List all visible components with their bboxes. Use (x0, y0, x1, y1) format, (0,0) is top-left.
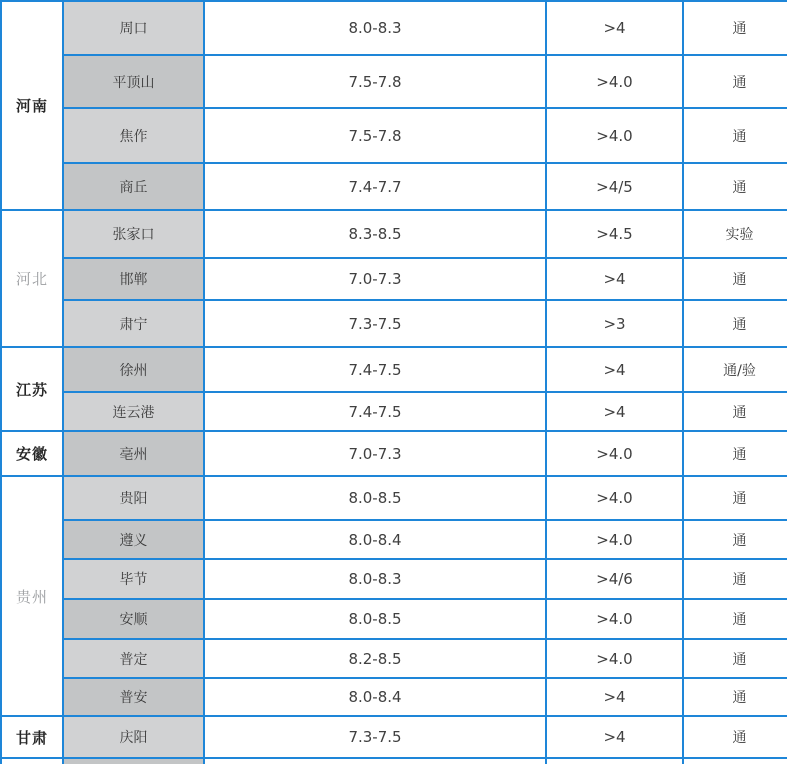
city-cell: 徐州 (63, 347, 204, 392)
city-cell: 庆阳 (63, 716, 204, 758)
city-cell: 遵义 (63, 520, 204, 559)
city-cell: 焦作 (63, 108, 204, 163)
spec-cell: >3 (546, 300, 683, 347)
table-row (1, 431, 787, 476)
status-cell: 通/验 (683, 347, 787, 392)
table-row (1, 599, 787, 639)
status-cell: 通 (683, 476, 787, 520)
status-cell: 通 (683, 559, 787, 599)
spec-cell: >4.0 (546, 520, 683, 559)
city-cell: 毕节 (63, 559, 204, 599)
status-cell: 通 (683, 716, 787, 758)
spec-cell: >4 (546, 716, 683, 758)
city-cell: 普安 (63, 678, 204, 716)
price-range-cell: 8.0-8.4 (204, 520, 546, 559)
table-row (1, 758, 787, 764)
price-range-cell: 7.4-7.7 (204, 163, 546, 210)
status-cell: 通 (683, 599, 787, 639)
price-range-cell: 7.3-7.5 (204, 716, 546, 758)
spec-cell: >4 (546, 258, 683, 300)
status-cell: 通 (683, 1, 787, 55)
spec-cell: >4.5 (546, 210, 683, 258)
price-range-cell: 8.0-8.5 (204, 476, 546, 520)
status-cell: 通 (683, 392, 787, 431)
price-range-cell: 7.0-7.3 (204, 431, 546, 476)
province-cell (1, 758, 63, 764)
table-row (1, 716, 787, 758)
spec-cell: >4/5 (546, 163, 683, 210)
spec-cell: >4 (546, 392, 683, 431)
price-range-cell: 8.0-8.3 (204, 1, 546, 55)
price-range-cell: 7.4-7.5 (204, 347, 546, 392)
table-row (1, 639, 787, 678)
price-range-cell: 8.0-8.5 (204, 599, 546, 639)
spec-cell: >4 (546, 347, 683, 392)
province-cell: 河南 (1, 1, 63, 210)
spec-cell: >4 (546, 678, 683, 716)
table-row (1, 1, 787, 55)
price-range-cell: 7.4-7.5 (204, 392, 546, 431)
province-cell: 河北 (1, 210, 63, 347)
city-cell (63, 758, 204, 764)
price-range-cell (204, 758, 546, 764)
province-cell: 安徽 (1, 431, 63, 476)
city-cell: 平顶山 (63, 55, 204, 108)
table-row (1, 300, 787, 347)
table-row (1, 55, 787, 108)
spec-cell: >4.0 (546, 639, 683, 678)
status-cell: 通 (683, 258, 787, 300)
status-cell (683, 758, 787, 764)
city-cell: 肃宁 (63, 300, 204, 347)
spec-cell: >4.0 (546, 476, 683, 520)
city-cell: 张家口 (63, 210, 204, 258)
status-cell: 实验 (683, 210, 787, 258)
price-range-cell: 7.0-7.3 (204, 258, 546, 300)
status-cell: 通 (683, 300, 787, 347)
table-row (1, 108, 787, 163)
table-row (1, 392, 787, 431)
table-row (1, 258, 787, 300)
price-range-cell: 8.3-8.5 (204, 210, 546, 258)
price-range-cell: 8.0-8.3 (204, 559, 546, 599)
table-row (1, 476, 787, 520)
price-range-cell: 7.3-7.5 (204, 300, 546, 347)
status-cell: 通 (683, 108, 787, 163)
city-cell: 普定 (63, 639, 204, 678)
price-range-cell: 8.0-8.4 (204, 678, 546, 716)
city-cell: 贵阳 (63, 476, 204, 520)
table-row (1, 163, 787, 210)
price-range-cell: 7.5-7.8 (204, 108, 546, 163)
spec-cell: >4/6 (546, 559, 683, 599)
table-row (1, 559, 787, 599)
table-row (1, 210, 787, 258)
price-range-cell: 7.5-7.8 (204, 55, 546, 108)
status-cell: 通 (683, 678, 787, 716)
spec-cell: >4.0 (546, 431, 683, 476)
city-cell: 周口 (63, 1, 204, 55)
status-cell: 通 (683, 431, 787, 476)
status-cell: 通 (683, 520, 787, 559)
spec-cell: >4.0 (546, 599, 683, 639)
table-row (1, 520, 787, 559)
status-cell: 通 (683, 639, 787, 678)
city-cell: 安顺 (63, 599, 204, 639)
spec-cell (546, 758, 683, 764)
table-body (1, 1, 787, 764)
province-cell: 贵州 (1, 476, 63, 716)
city-cell: 邯郸 (63, 258, 204, 300)
city-cell: 连云港 (63, 392, 204, 431)
city-cell: 亳州 (63, 431, 204, 476)
table-row (1, 678, 787, 716)
city-cell: 商丘 (63, 163, 204, 210)
status-cell: 通 (683, 55, 787, 108)
province-cell: 甘肃 (1, 716, 63, 758)
status-cell: 通 (683, 163, 787, 210)
table-row (1, 347, 787, 392)
price-range-cell: 8.2-8.5 (204, 639, 546, 678)
province-cell: 江苏 (1, 347, 63, 431)
spec-cell: >4 (546, 1, 683, 55)
spec-cell: >4.0 (546, 108, 683, 163)
spec-cell: >4.0 (546, 55, 683, 108)
